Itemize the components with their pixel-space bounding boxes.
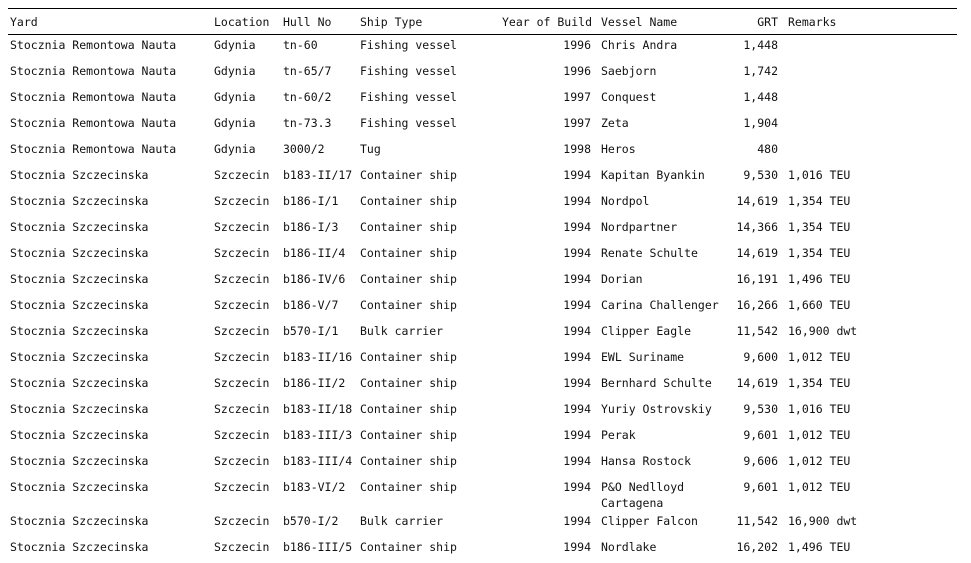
cell-yard: Stocznia Remontowa Nauta [10, 116, 177, 130]
cell-ship-type: Container ship [360, 350, 457, 364]
cell-year-of-build: 1996 [563, 38, 591, 52]
cell-ship-type: Container ship [360, 272, 457, 286]
cell-remarks [786, 61, 957, 87]
cell-location: Szczecin [214, 350, 270, 364]
cell-location: Gdynia [214, 142, 256, 156]
cell-vessel-name: EWL Suriname [601, 350, 685, 364]
cell-year-of-build: 1994 [563, 402, 591, 416]
cell-ship-type: Container ship [360, 376, 457, 390]
cell-ship-type: Container ship [360, 298, 457, 312]
table-header [8, 9, 957, 35]
cell-grt: 14,619 [736, 194, 778, 208]
cell-hull-no: b183-VI/2 [283, 480, 346, 494]
cell-grt: 14,619 [736, 246, 778, 260]
column-header-vessel-name: Vessel Name [601, 14, 678, 29]
table-row [8, 35, 957, 62]
cell-grt: 11,542 [736, 514, 778, 528]
table-row [8, 477, 957, 511]
cell-remarks: 1,012 TEU [788, 480, 851, 494]
cell-hull-no: b570-I/1 [283, 324, 339, 338]
cell-year-of-build: 1994 [563, 376, 591, 390]
cell-yard: Stocznia Szczecinska [10, 514, 149, 528]
cell-yard: Stocznia Remontowa Nauta [10, 38, 177, 52]
cell-ship-type: Container ship [360, 194, 457, 208]
cell-yard: Stocznia Szczecinska [10, 350, 149, 364]
cell-yard: Stocznia Szczecinska [10, 480, 149, 494]
cell-hull-no: b186-I/1 [283, 194, 339, 208]
cell-grt: 9,600 [743, 350, 778, 364]
table-row [8, 269, 957, 295]
cell-hull-no: tn-73.3 [283, 116, 332, 130]
cell-yard: Stocznia Szczecinska [10, 272, 149, 286]
cell-remarks: 1,354 TEU [788, 246, 851, 260]
table-row [8, 537, 957, 563]
table-row [8, 87, 957, 113]
cell-hull-no: b183-III/3 [283, 428, 353, 442]
cell-yard: Stocznia Szczecinska [10, 298, 149, 312]
cell-yard: Stocznia Remontowa Nauta [10, 90, 177, 104]
column-header-remarks: Remarks [788, 14, 837, 29]
cell-year-of-build: 1994 [563, 324, 591, 338]
cell-grt: 9,530 [743, 402, 778, 416]
cell-year-of-build: 1994 [563, 194, 591, 208]
cell-location: Szczecin [214, 540, 270, 554]
cell-location: Szczecin [214, 272, 270, 286]
cell-hull-no: tn-60 [283, 38, 318, 52]
table-body [8, 35, 957, 563]
table-row [8, 217, 957, 243]
cell-remarks: 1,016 TEU [788, 168, 851, 182]
cell-location: Gdynia [214, 90, 256, 104]
table-row [8, 243, 957, 269]
cell-hull-no: b186-V/7 [283, 298, 339, 312]
cell-ship-type: Fishing vessel [360, 38, 457, 52]
cell-hull-no: b186-I/3 [283, 220, 339, 234]
cell-year-of-build: 1998 [563, 142, 591, 156]
cell-yard: Stocznia Szczecinska [10, 194, 149, 208]
cell-vessel-name: Nordlake [601, 540, 657, 554]
cell-hull-no: b183-II/17 [283, 168, 353, 182]
cell-grt: 11,542 [736, 324, 778, 338]
cell-ship-type: Container ship [360, 246, 457, 260]
table-row [8, 425, 957, 451]
table-row [8, 139, 957, 165]
cell-grt: 480 [757, 142, 778, 156]
cell-remarks: 1,660 TEU [788, 298, 851, 312]
cell-grt: 1,904 [743, 116, 778, 130]
cell-location: Szczecin [214, 514, 270, 528]
cell-hull-no: b186-IV/6 [283, 272, 346, 286]
cell-hull-no: b186-II/2 [283, 376, 346, 390]
cell-yard: Stocznia Szczecinska [10, 540, 149, 554]
cell-grt: 1,448 [743, 90, 778, 104]
cell-yard: Stocznia Szczecinska [10, 454, 149, 468]
cell-remarks: 16,900 dwt [788, 324, 858, 338]
cell-yard: Stocznia Szczecinska [10, 402, 149, 416]
ship-table [8, 8, 957, 563]
cell-ship-type: Fishing vessel [360, 116, 457, 130]
cell-remarks: 1,354 TEU [788, 220, 851, 234]
cell-remarks: 1,496 TEU [788, 272, 851, 286]
cell-hull-no: b183-II/18 [283, 402, 353, 416]
cell-year-of-build: 1994 [563, 168, 591, 182]
cell-ship-type: Container ship [360, 168, 457, 182]
cell-vessel-name: Renate Schulte [601, 246, 698, 260]
cell-vessel-name: Heros [601, 142, 636, 156]
cell-vessel-name: Carina Challenger [601, 298, 719, 312]
cell-yard: Stocznia Szczecinska [10, 376, 149, 390]
cell-remarks: 1,012 TEU [788, 350, 851, 364]
cell-hull-no: b183-II/16 [283, 350, 353, 364]
cell-vessel-name: Conquest [601, 90, 657, 104]
cell-grt: 14,366 [736, 220, 778, 234]
cell-remarks [786, 139, 957, 165]
cell-vessel-name: Bernhard Schulte [601, 376, 712, 390]
column-header-yard: Yard [10, 14, 38, 29]
cell-year-of-build: 1994 [563, 454, 591, 468]
table-row [8, 373, 957, 399]
cell-year-of-build: 1994 [563, 514, 591, 528]
column-header-year-of-build: Year of Build [502, 14, 593, 29]
column-header-location: Location [214, 14, 270, 29]
cell-location: Szczecin [214, 246, 270, 260]
cell-ship-type: Container ship [360, 454, 457, 468]
cell-year-of-build: 1994 [563, 480, 591, 494]
cell-vessel-name: Yuriy Ostrovskiy [601, 402, 712, 416]
cell-yard: Stocznia Remontowa Nauta [10, 142, 177, 156]
cell-hull-no: tn-65/7 [283, 64, 332, 78]
cell-ship-type: Tug [360, 142, 381, 156]
cell-vessel-name: Perak [601, 428, 636, 442]
cell-ship-type: Container ship [360, 540, 457, 554]
ship-table-container [8, 8, 957, 563]
cell-yard: Stocznia Remontowa Nauta [10, 64, 177, 78]
column-header-hull-no: Hull No [283, 14, 332, 29]
cell-year-of-build: 1994 [563, 272, 591, 286]
cell-yard: Stocznia Szczecinska [10, 324, 149, 338]
cell-yard: Stocznia Szczecinska [10, 168, 149, 182]
cell-remarks: 1,012 TEU [788, 454, 851, 468]
cell-remarks [786, 113, 957, 139]
cell-ship-type: Container ship [360, 220, 457, 234]
cell-location: Szczecin [214, 402, 270, 416]
cell-hull-no: tn-60/2 [283, 90, 332, 104]
cell-location: Szczecin [214, 480, 270, 494]
cell-vessel-name: Zeta [601, 116, 629, 130]
cell-grt: 9,601 [743, 428, 778, 442]
cell-ship-type: Bulk carrier [360, 514, 444, 528]
cell-ship-type: Fishing vessel [360, 90, 457, 104]
cell-grt: 16,191 [736, 272, 778, 286]
cell-year-of-build: 1997 [563, 116, 591, 130]
cell-vessel-name: Kapitan Byankin [601, 168, 705, 182]
cell-grt: 9,530 [743, 168, 778, 182]
cell-remarks: 16,900 dwt [788, 514, 858, 528]
cell-grt: 9,606 [743, 454, 778, 468]
cell-remarks: 1,496 TEU [788, 540, 851, 554]
cell-remarks [786, 35, 957, 62]
cell-location: Szczecin [214, 376, 270, 390]
cell-location: Szczecin [214, 168, 270, 182]
cell-year-of-build: 1997 [563, 90, 591, 104]
cell-hull-no: b186-II/4 [283, 246, 346, 260]
cell-year-of-build: 1994 [563, 246, 591, 260]
cell-vessel-name: Dorian [601, 272, 643, 286]
cell-remarks: 1,016 TEU [788, 402, 851, 416]
table-row [8, 113, 957, 139]
cell-year-of-build: 1996 [563, 64, 591, 78]
table-row [8, 165, 957, 191]
table-row [8, 511, 957, 537]
cell-grt: 16,266 [736, 298, 778, 312]
cell-ship-type: Container ship [360, 480, 457, 494]
cell-year-of-build: 1994 [563, 298, 591, 312]
cell-vessel-name: P&O Nedlloyd Cartagena [601, 480, 685, 510]
cell-vessel-name: Saebjorn [601, 64, 657, 78]
cell-vessel-name: Nordpol [601, 194, 650, 208]
cell-year-of-build: 1994 [563, 428, 591, 442]
cell-remarks [786, 87, 957, 113]
cell-vessel-name: Chris Andra [601, 38, 678, 52]
column-header-ship-type: Ship Type [360, 14, 423, 29]
cell-hull-no: b186-III/5 [283, 540, 353, 554]
cell-grt: 9,601 [743, 480, 778, 494]
cell-grt: 14,619 [736, 376, 778, 390]
cell-ship-type: Container ship [360, 428, 457, 442]
cell-vessel-name: Clipper Eagle [601, 324, 692, 338]
cell-location: Szczecin [214, 428, 270, 442]
cell-yard: Stocznia Szczecinska [10, 246, 149, 260]
cell-yard: Stocznia Szczecinska [10, 220, 149, 234]
cell-hull-no: 3000/2 [283, 142, 325, 156]
table-row [8, 451, 957, 477]
cell-location: Szczecin [214, 194, 270, 208]
cell-year-of-build: 1994 [563, 350, 591, 364]
cell-location: Gdynia [214, 38, 256, 52]
cell-vessel-name: Nordpartner [601, 220, 678, 234]
table-row [8, 399, 957, 425]
header-row [8, 9, 957, 35]
cell-location: Szczecin [214, 324, 270, 338]
table-row [8, 295, 957, 321]
cell-ship-type: Container ship [360, 402, 457, 416]
cell-grt: 1,742 [743, 64, 778, 78]
cell-yard: Stocznia Szczecinska [10, 428, 149, 442]
cell-vessel-name: Clipper Falcon [601, 514, 698, 528]
cell-location: Szczecin [214, 298, 270, 312]
cell-grt: 1,448 [743, 38, 778, 52]
cell-location: Szczecin [214, 220, 270, 234]
cell-grt: 16,202 [736, 540, 778, 554]
table-row [8, 61, 957, 87]
cell-year-of-build: 1994 [563, 220, 591, 234]
cell-remarks: 1,354 TEU [788, 376, 851, 390]
column-header-grt: GRT [757, 14, 778, 29]
cell-hull-no: b183-III/4 [283, 454, 353, 468]
cell-location: Szczecin [214, 454, 270, 468]
table-row [8, 321, 957, 347]
table-row [8, 191, 957, 217]
cell-year-of-build: 1994 [563, 540, 591, 554]
table-row [8, 347, 957, 373]
cell-ship-type: Bulk carrier [360, 324, 444, 338]
cell-location: Gdynia [214, 116, 256, 130]
cell-remarks: 1,012 TEU [788, 428, 851, 442]
cell-remarks: 1,354 TEU [788, 194, 851, 208]
cell-location: Gdynia [214, 64, 256, 78]
cell-vessel-name: Hansa Rostock [601, 454, 692, 468]
cell-ship-type: Fishing vessel [360, 64, 457, 78]
cell-hull-no: b570-I/2 [283, 514, 339, 528]
